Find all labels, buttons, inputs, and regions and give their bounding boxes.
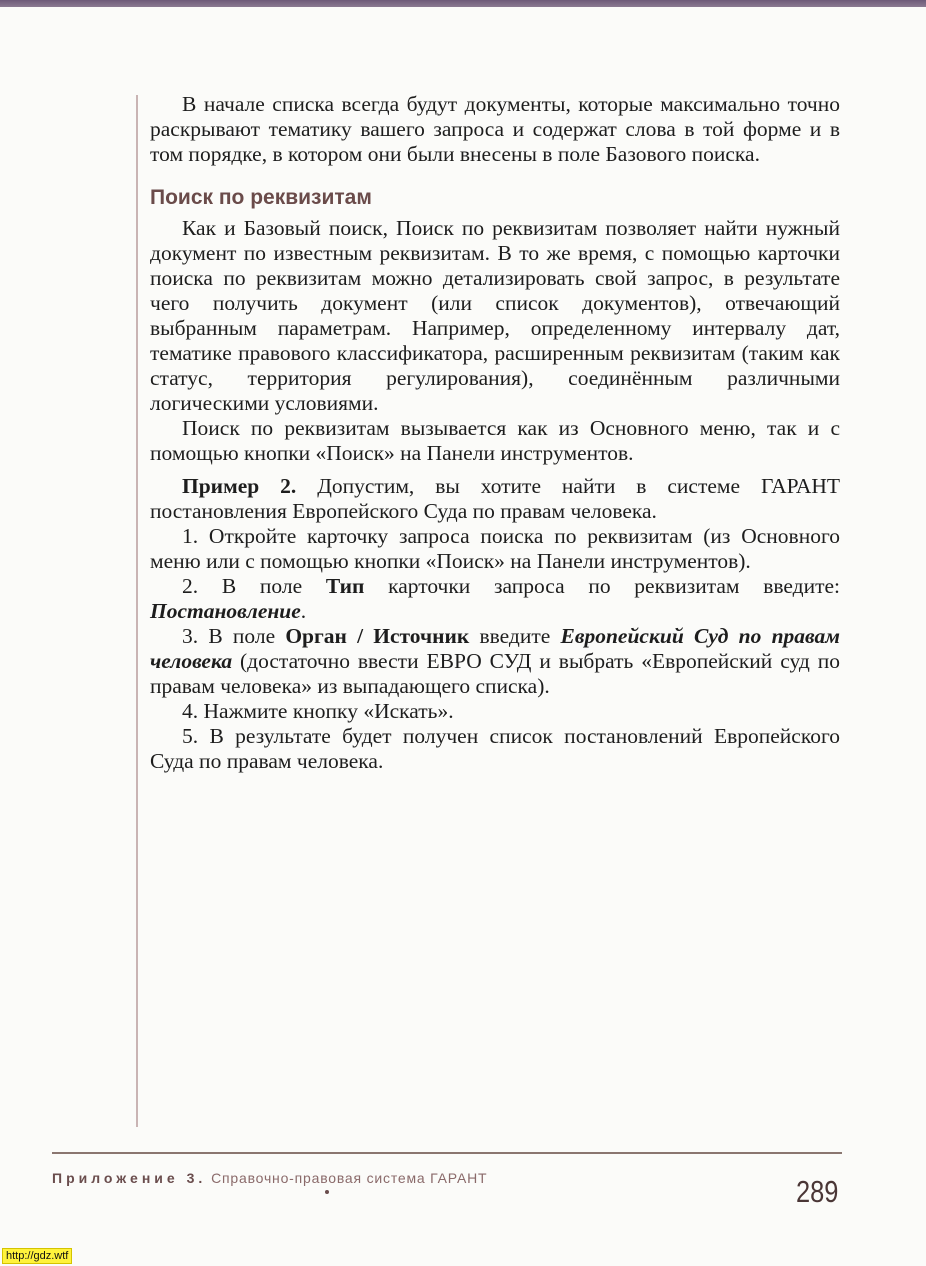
paragraph-1: Как и Базовый поиск, Поиск по реквизитам позволяет найти нужный документ по известным реквизитам. В то же время, с помощью карточки поиска по реквизитам можно детализировать свой запрос, в результате чего получить документ (или список документов), отвечающий выбранным параметрам. Например, определенному интервалу дат, тематике правового классификатора, расширенным реквизитам (таким как статус, территория регулирования), соединённым различными логическими условиями. <box>150 216 840 415</box>
step-4: 4. Нажмите кнопку «Искать». <box>182 699 454 723</box>
watermark-link[interactable]: http://gdz.wtf <box>2 1248 72 1264</box>
example-label: Пример 2. <box>182 474 297 498</box>
intro-paragraph: В начале списка всегда будут документы, которые максимально точно раскрывают тематику вашего запроса и содержат слова в той форме и в том порядке, в котором они были внесены в поле Базового поиска. <box>150 92 840 166</box>
page-number: 289 <box>796 1174 839 1209</box>
step-2-text-b: карточки запроса по реквизитам введите: <box>364 574 840 598</box>
example-paragraph <box>150 474 840 524</box>
step-2 <box>150 574 840 624</box>
step-2-end: . <box>300 599 307 623</box>
footer-rule <box>52 1152 842 1154</box>
value-organ: Европейский Суд по правам человека <box>150 624 840 673</box>
running-footer <box>52 1170 487 1186</box>
footer-dot <box>325 1190 329 1194</box>
footer-subtitle: Справочно-правовая система ГАРАНТ <box>211 1170 488 1186</box>
field-organ: Орган / Источник <box>285 624 470 648</box>
section-heading: Поиск по реквизитам <box>150 186 372 209</box>
step-3-text-b: введите <box>469 624 561 648</box>
value-type: Постановление <box>150 599 301 623</box>
step-3 <box>150 624 840 699</box>
paragraph-2: Поиск по реквизитам вызывается как из Основного меню, так и с помощью кнопки «Поиск» на Панели инструментов. <box>150 416 840 465</box>
margin-rule <box>136 95 138 1127</box>
step-5: 5. В результате будет получен список постановлений Европейского Суда по правам человека. <box>150 724 840 773</box>
page-content <box>150 92 840 774</box>
step-1: 1. Откройте карточку запроса поиска по реквизитам (из Основного меню или с помощью кнопки «Поиск» на Панели инструментов). <box>150 524 840 573</box>
step-2-text: 2. В поле <box>182 574 326 598</box>
example-text: Допустим, вы хотите найти в системе ГАРАНТ постановления Европейского Суда по правам человека. <box>150 474 841 523</box>
step-3-text: 3. В поле <box>182 624 286 648</box>
step-3-text-c: (достаточно ввести ЕВРО СУД и выбрать «Европейский суд по правам человека» из выпадающего списка). <box>150 649 840 698</box>
footer-appendix: Приложение 3. <box>52 1170 207 1186</box>
field-type: Тип <box>325 574 365 598</box>
top-border <box>0 0 926 7</box>
